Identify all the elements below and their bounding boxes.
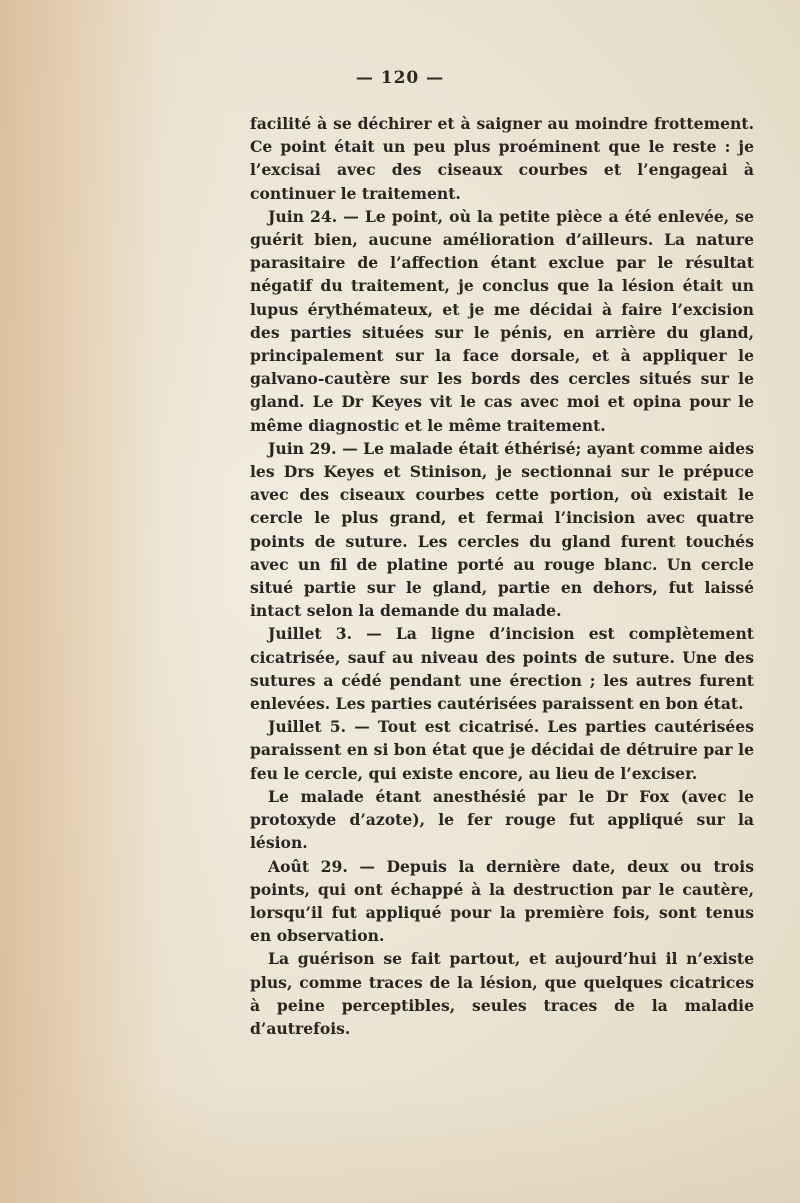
body-text <box>250 112 754 1040</box>
paragraph: Juillet 3. — La ligne d’incision est complètement cicatrisée, sauf au niveau des points de suture. Une des sutures a cédé pendant une érection ; les autres furent enlevées. Les parties cautérisées paraissent en bon état. <box>250 624 754 714</box>
page-edge-stain <box>0 0 230 1203</box>
page-bottom-shade <box>0 1083 800 1203</box>
page-number: — 120 — <box>355 68 445 88</box>
paragraph: Juin 29. — Le malade était éthérisé; ayant comme aides les Drs Keyes et Stinison, je sectionnai sur le prépuce avec des ciseaux courbes cette portion, où existait le cercle le plus grand, et fermai l’incision avec quatre points de suture. Les cercles du gland furent touchés avec un fil de platine porté au rouge blanc. Un cercle situé partie sur le gland, partie en dehors, fut laissé intact selon la demande du malade. <box>250 438 754 621</box>
paragraph: Le malade étant anesthésié par le Dr Fox (avec le protoxyde d’azote), le fer rouge fut appliqué sur la lésion. <box>250 786 754 853</box>
paragraph: Août 29. — Depuis la dernière date, deux ou trois points, qui ont échappé à la destruction par le cautère, lorsqu’il fut appliqué pour la première fois, sont tenus en observation. <box>250 856 754 946</box>
paragraph: Juin 24. — Le point, où la petite pièce a été enlevée, se guérit bien, aucune amélioration d’ailleurs. La nature parasitaire de l’affection étant exclue par le résultat négatif du traitement, je conclus que la lésion était un lupus érythémateux, et je me décidai à faire l’excision des parties situées sur le pénis, en arrière du gland, principalement sur la face dorsale, et à appliquer le galvano-cautère sur les bords des cercles situés sur le gland. Le Dr Keyes vit le cas avec moi et opina pour le même diagnostic et le même traitement. <box>250 206 754 435</box>
paragraph: Juillet 5. — Tout est cicatrisé. Les parties cautérisées paraissent en si bon état que je décidai de détruire par le feu le cercle, qui existe encore, au lieu de l’exciser. <box>250 717 754 783</box>
paragraph: La guérison se fait partout, et aujourd’hui il n’existe plus, comme traces de la lésion, que quelques cicatrices à peine perceptibles, seules traces de la maladie d’autrefois. <box>250 949 754 1038</box>
paragraph: facilité à se déchirer et à saigner au moindre frottement. Ce point était un peu plus proéminent que le reste : je l’excisai avec des ciseaux courbes et l’engageai à continuer le traitement. <box>250 114 754 203</box>
